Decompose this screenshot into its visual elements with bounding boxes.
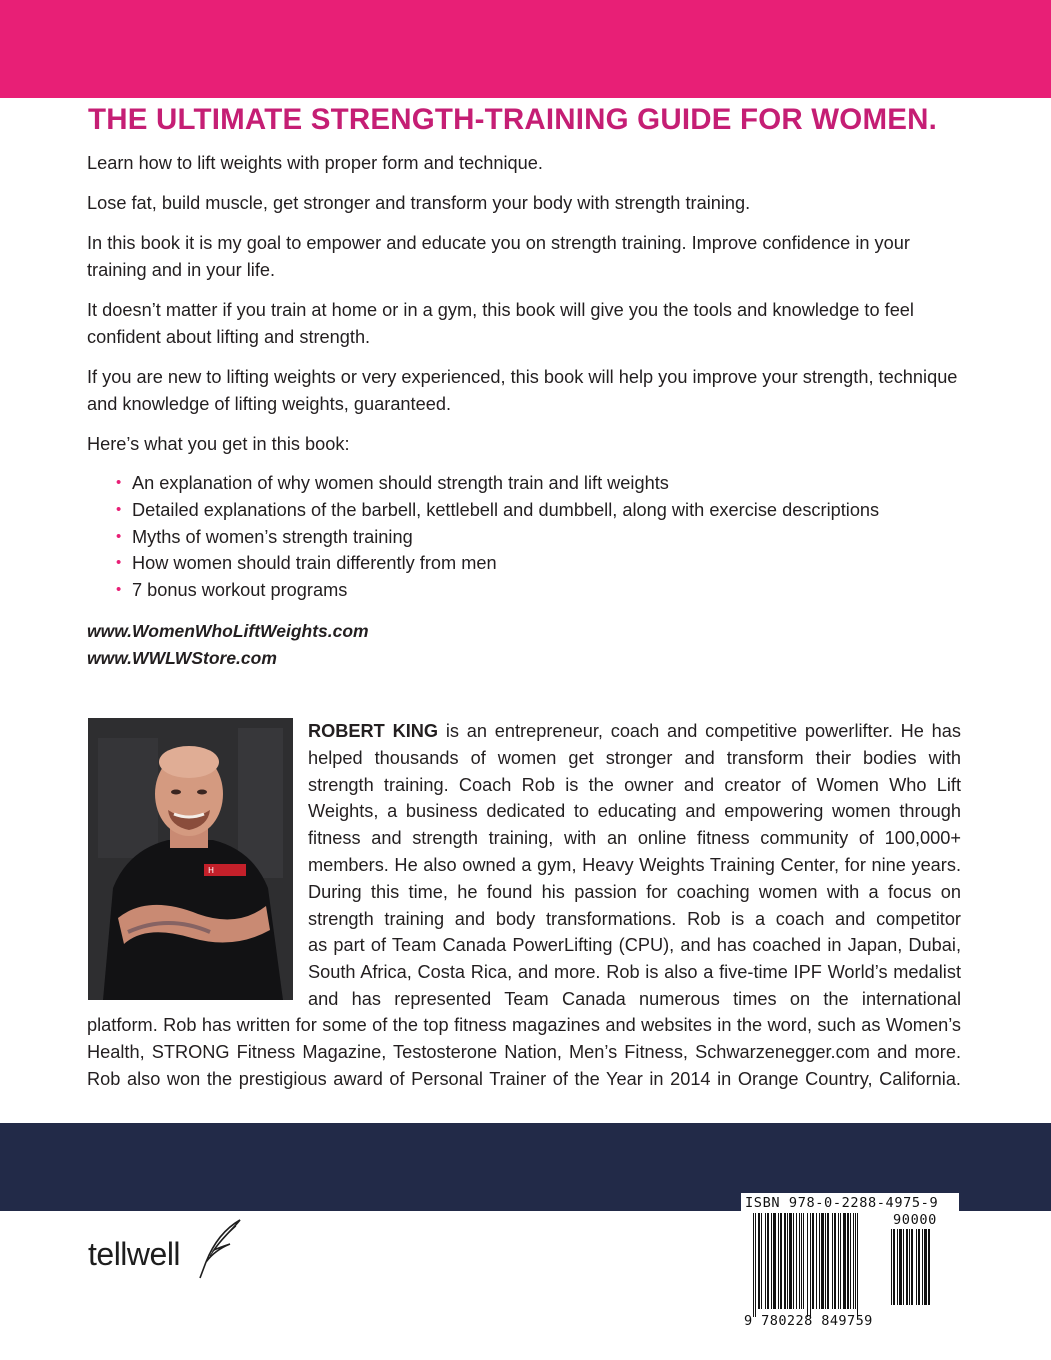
publisher-logo (88, 1218, 258, 1288)
svg-text:H: H (208, 866, 215, 875)
addon-barcode-bars (891, 1229, 953, 1313)
barcode-bar (899, 1229, 902, 1305)
intro-paragraph-5: If you are new to lifting weights or very experienced, this book will help you improve your strength, technique and knowledge of lifting weights, guaranteed. (87, 367, 958, 414)
barcode-bar (827, 1213, 829, 1309)
author-bio-continued (87, 1012, 961, 1092)
bio-line: strength training and body transformations. Rob is a coach and competitor (308, 908, 961, 929)
barcode-digits: 9 780228 849759 (744, 1313, 873, 1329)
ean-barcode-bars (753, 1213, 887, 1317)
bio-line: and has represented Team Canada numerous times on the international (308, 988, 961, 1009)
website-link[interactable]: www.WWLWStore.com (87, 648, 277, 668)
bio-line: Health, STRONG Fitness Magazine, Testosterone Nation, Men’s Fitness, Schwarzenegger.com and more. (87, 1041, 961, 1062)
bio-line: During this time, he found his passion for coaching women with a focus on (308, 881, 961, 902)
barcode-bar (891, 1229, 892, 1305)
barcode-bar (850, 1213, 851, 1309)
barcode-bar (909, 1229, 910, 1305)
barcode-bar (761, 1213, 762, 1309)
isbn-barcode (741, 1193, 959, 1333)
barcode-bar (803, 1213, 804, 1309)
barcode-bar (765, 1213, 766, 1309)
barcode-bar (807, 1213, 808, 1317)
author-photo (88, 718, 293, 1000)
bio-line: platform. Rob has written for some of the top fitness magazines and websites in the word, such as Women’s (87, 1015, 961, 1035)
barcode-bar (855, 1213, 856, 1309)
barcode-bar (924, 1229, 927, 1305)
barcode-bar (832, 1213, 833, 1309)
barcode-addon: 90000 (893, 1212, 937, 1228)
intro-paragraph-2: Lose fat, build muscle, get stronger and transform your body with strength training. (87, 193, 751, 213)
barcode-bar (897, 1229, 898, 1305)
intro-paragraph-1: Learn how to lift weights with proper form and technique. (87, 153, 543, 173)
barcode-bar (819, 1213, 820, 1309)
feature-list (116, 470, 879, 604)
barcode-bar (857, 1213, 858, 1317)
intro-paragraph-6: Here’s what you get in this book: (87, 434, 350, 454)
isbn-label: ISBN 978-0-2288-4975-9 (745, 1195, 939, 1211)
barcode-bar (787, 1213, 788, 1309)
barcode-bar (843, 1213, 846, 1309)
top-pink-band (0, 0, 1051, 98)
list-item: • 7 bonus workout programs (116, 577, 879, 604)
author-name: ROBERT KING (308, 721, 439, 741)
bio-line: Weights, a business dedicated to educating and empowering women through (308, 801, 961, 822)
barcode-bar (771, 1213, 772, 1309)
barcode-bar (821, 1213, 824, 1309)
bio-line: fitness and strength training, with an online fitness community of 100,000+ (308, 828, 961, 849)
barcode-bar (799, 1213, 800, 1309)
barcode-bar (840, 1213, 841, 1309)
bio-line: helped thousands of women get stronger and transform their bodies with (308, 747, 961, 768)
website-links (87, 618, 369, 672)
bio-line: members. He also owned a gym, Heavy Weights Training Center, for nine years. (308, 854, 961, 875)
barcode-bar (784, 1213, 786, 1309)
barcode-bar (903, 1229, 904, 1305)
barcode-bar (911, 1229, 913, 1305)
author-bio (308, 718, 961, 1013)
barcode-bar (918, 1229, 920, 1305)
barcode-bar (812, 1213, 814, 1309)
bio-line: as part of Team Canada PowerLifting (CPU), and has coached in Japan, Dubai, (308, 935, 961, 956)
intro-paragraph-3: In this book it is my goal to empower and educate you on strength training. Improve confidence in your training and in your life. (87, 233, 910, 280)
author-portrait-image (88, 718, 293, 1000)
barcode-bar (825, 1213, 826, 1309)
bio-line: Rob also won the prestigious award of Personal Trainer of the Year in 2014 in Orange Country, California. (87, 1068, 961, 1089)
headline: THE ULTIMATE STRENGTH-TRAINING GUIDE FOR WOMEN. (88, 103, 937, 136)
list-item: • How women should train differently from men (116, 550, 879, 577)
barcode-bar (916, 1229, 917, 1305)
barcode-bar (801, 1213, 802, 1309)
barcode-bar (758, 1213, 760, 1309)
barcode-bar (906, 1229, 908, 1305)
quill-icon (196, 1218, 244, 1282)
barcode-bar (778, 1213, 779, 1309)
barcode-bar (834, 1213, 836, 1309)
barcode-bar (922, 1229, 923, 1305)
bio-line: strength training. Coach Rob is the owner and creator of Women Who Lift (308, 774, 961, 795)
barcode-bar (753, 1213, 754, 1317)
list-item: • Detailed explanations of the barbell, kettlebell and dumbbell, along with exercise descriptions (116, 497, 879, 524)
list-item: • An explanation of why women should strength train and lift weights (116, 470, 879, 497)
barcode-bar (789, 1213, 792, 1309)
barcode-bar (816, 1213, 817, 1309)
barcode-bar (893, 1229, 895, 1305)
barcode-bar (796, 1213, 797, 1309)
barcode-bar (838, 1213, 839, 1309)
barcode-bar (810, 1213, 811, 1317)
publisher-logo-text: tellwell (88, 1236, 181, 1272)
barcode-bar (767, 1213, 769, 1309)
list-item: • Myths of women’s strength training (116, 524, 879, 551)
barcode-bar (780, 1213, 782, 1309)
barcode-bar (847, 1213, 849, 1309)
barcode-bar (853, 1213, 854, 1309)
barcode-bar (773, 1213, 776, 1309)
barcode-bar (793, 1213, 794, 1309)
website-link[interactable]: www.WomenWhoLiftWeights.com (87, 621, 369, 641)
bio-line: South Africa, Costa Rica, and more. Rob is also a five-time IPF World’s medalist (308, 962, 961, 983)
barcode-bar (928, 1229, 930, 1305)
intro-paragraph-4: It doesn’t matter if you train at home or in a gym, this book will give you the tools and knowledge to feel confident about lifting and strength. (87, 300, 914, 347)
bio-line: ROBERT KING is an entrepreneur, coach and competitive powerlifter. He has (308, 721, 962, 741)
barcode-bar (755, 1213, 756, 1317)
